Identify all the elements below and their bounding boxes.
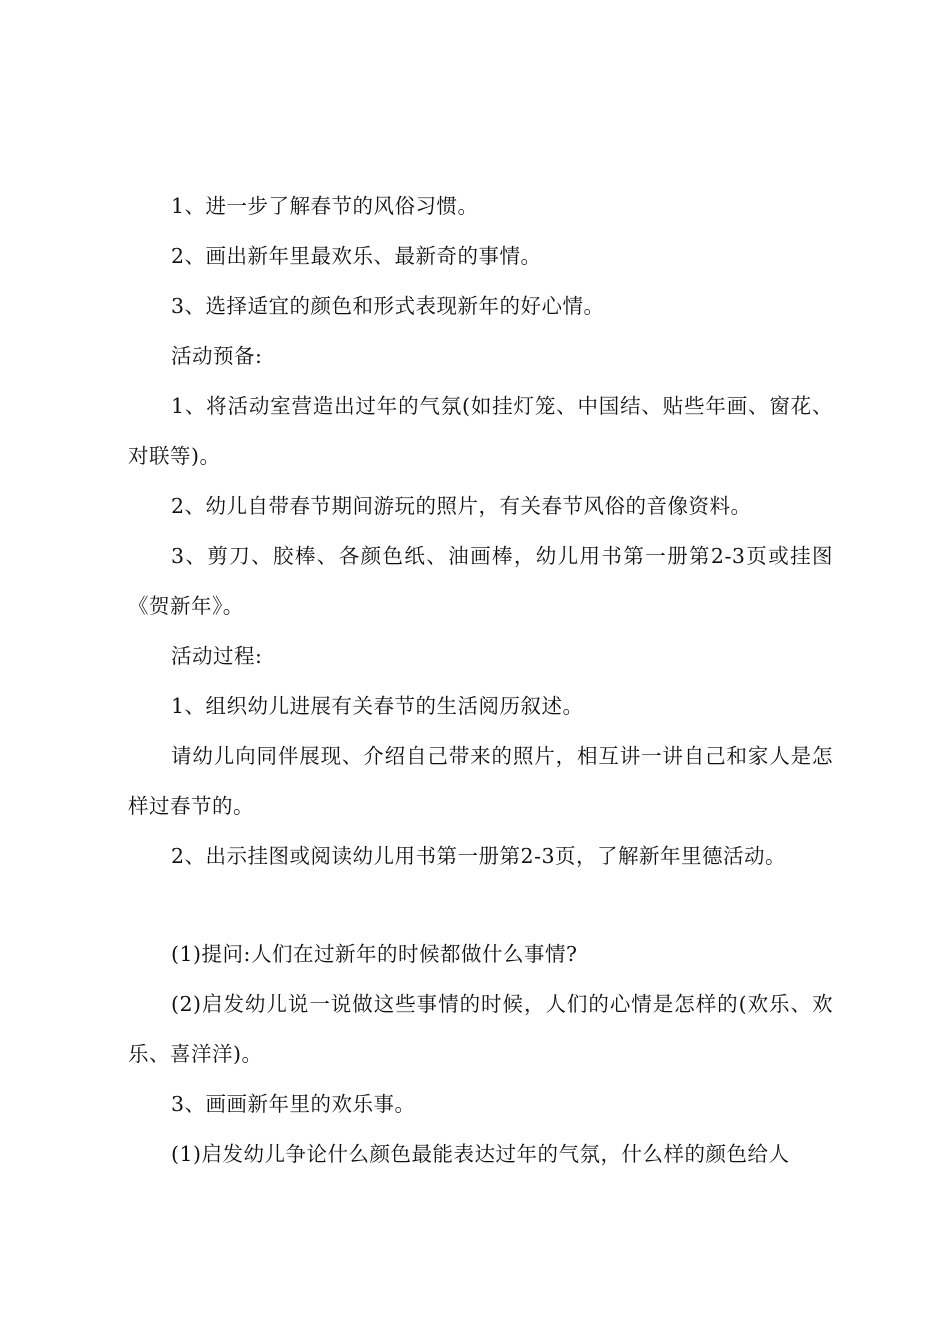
preparation-1: 1、将活动室营造出过年的气氛(如挂灯笼、中国结、贴些年画、窗花、对联等)。 [128, 394, 833, 468]
section-heading-preparation: 活动预备: [171, 344, 263, 368]
preparation-2: 2、幼儿自带春节期间游玩的照片，有关春节风俗的音像资料。 [171, 494, 752, 518]
preparation-3: 3、剪刀、胶棒、各颜色纸、油画棒，幼儿用书第一册第2-3页或挂图《贺新年》。 [128, 544, 833, 618]
goal-3: 3、选择适宜的颜色和形式表现新年的好心情。 [171, 294, 605, 318]
process-step-2: 2、出示挂图或阅读幼儿用书第一册第2-3页，了解新年里德活动。 [171, 844, 787, 868]
process-step-1: 1、组织幼儿进展有关春节的生活阅历叙述。 [171, 694, 584, 718]
process-step-2-question-2: (2)启发幼儿说一说做这些事情的时候，人们的心情是怎样的(欢乐、欢乐、喜洋洋)。 [128, 992, 833, 1066]
process-step-3-item-1: (1)启发幼儿争论什么颜色最能表达过年的气氛，什么样的颜色给人 [171, 1142, 790, 1166]
process-step-2-question-1: (1)提问:人们在过新年的时候都做什么事情? [171, 942, 578, 966]
process-step-1-detail: 请幼儿向同伴展现、介绍自己带来的照片，相互讲一讲自己和家人是怎样过春节的。 [128, 744, 833, 818]
goal-1: 1、进一步了解春节的风俗习惯。 [171, 194, 479, 218]
process-step-3: 3、画画新年里的欢乐事。 [171, 1092, 416, 1116]
goal-2: 2、画出新年里最欢乐、最新奇的事情。 [171, 244, 542, 268]
section-heading-process: 活动过程: [171, 644, 263, 668]
